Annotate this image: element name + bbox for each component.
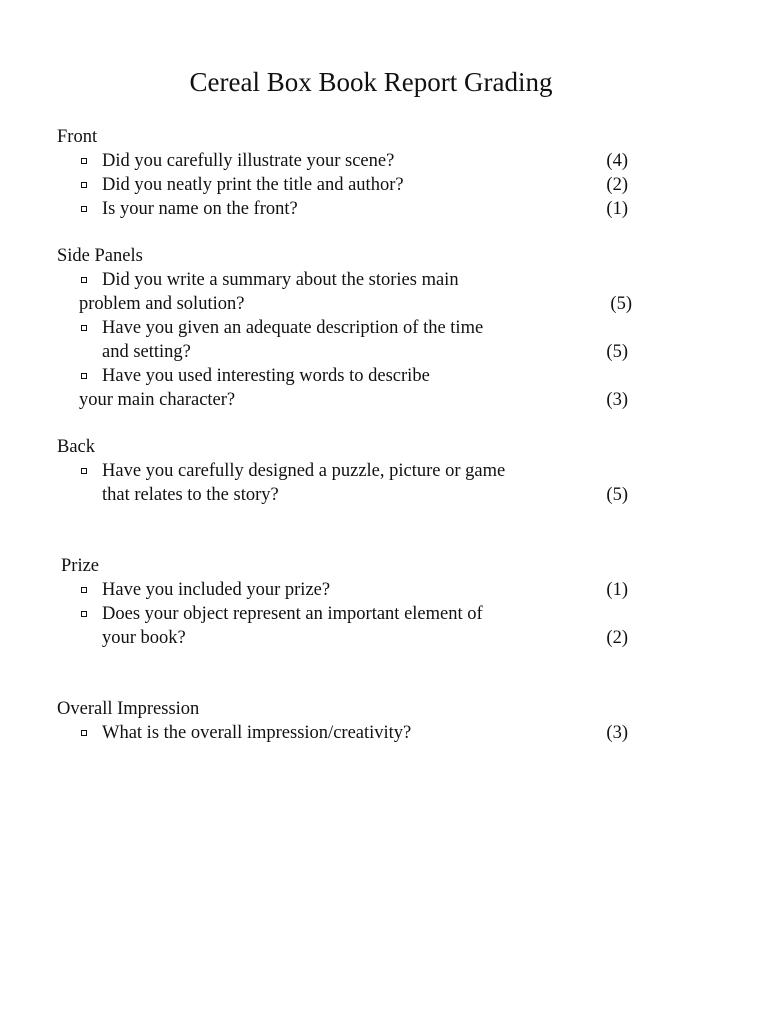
- criterion-points: (4): [606, 151, 628, 171]
- criterion-points: (5): [606, 485, 628, 505]
- checkbox-icon: [81, 730, 87, 736]
- criterion-text: Have you included your prize?: [102, 580, 331, 600]
- checkbox-icon: [81, 182, 87, 188]
- criterion-text: Did you neatly print the title and author?: [102, 175, 404, 195]
- checkbox-icon: [81, 468, 87, 474]
- criterion-points: (1): [606, 199, 628, 219]
- section-heading-side-panels: Side Panels: [57, 246, 143, 266]
- section-heading-overall: Overall Impression: [57, 699, 200, 719]
- criterion-text: What is the overall impression/creativity?: [102, 723, 412, 743]
- page-title: Cereal Box Book Report Grading: [189, 67, 553, 97]
- checkbox-icon: [81, 206, 87, 212]
- criterion-text-line2: your book?: [102, 628, 186, 648]
- checkbox-icon: [81, 158, 87, 164]
- section-heading-prize: Prize: [61, 556, 100, 576]
- criterion-text-line1: Have you given an adequate description of the time: [102, 318, 484, 338]
- criterion-points: (3): [606, 723, 628, 743]
- criterion-text-line1: Does your object represent an important element of: [102, 604, 483, 624]
- criterion-text-line2: problem and solution?: [79, 294, 245, 314]
- criterion-points: (5): [610, 294, 632, 314]
- checkbox-icon: [81, 277, 87, 283]
- criterion-text-line2: your main character?: [79, 390, 236, 410]
- checkbox-icon: [81, 325, 87, 331]
- criterion-text-line1: Have you used interesting words to describe: [102, 366, 430, 386]
- criterion-points: (2): [606, 175, 628, 195]
- criterion-text-line1: Have you carefully designed a puzzle, picture or game: [102, 461, 506, 481]
- criterion-text-line2: and setting?: [102, 342, 191, 362]
- criterion-text-line2: that relates to the story?: [102, 485, 279, 505]
- section-heading-front: Front: [57, 127, 98, 147]
- criterion-text: Did you carefully illustrate your scene?: [102, 151, 395, 171]
- checkbox-icon: [81, 611, 87, 617]
- criterion-points: (1): [606, 580, 628, 600]
- criterion-points: (2): [606, 628, 628, 648]
- criterion-text-line1: Did you write a summary about the stories main: [102, 270, 459, 290]
- criterion-points: (3): [606, 390, 628, 410]
- section-heading-back: Back: [57, 437, 96, 457]
- criterion-points: (5): [606, 342, 628, 362]
- checkbox-icon: [81, 373, 87, 379]
- checkbox-icon: [81, 587, 87, 593]
- criterion-text: Is your name on the front?: [102, 199, 298, 219]
